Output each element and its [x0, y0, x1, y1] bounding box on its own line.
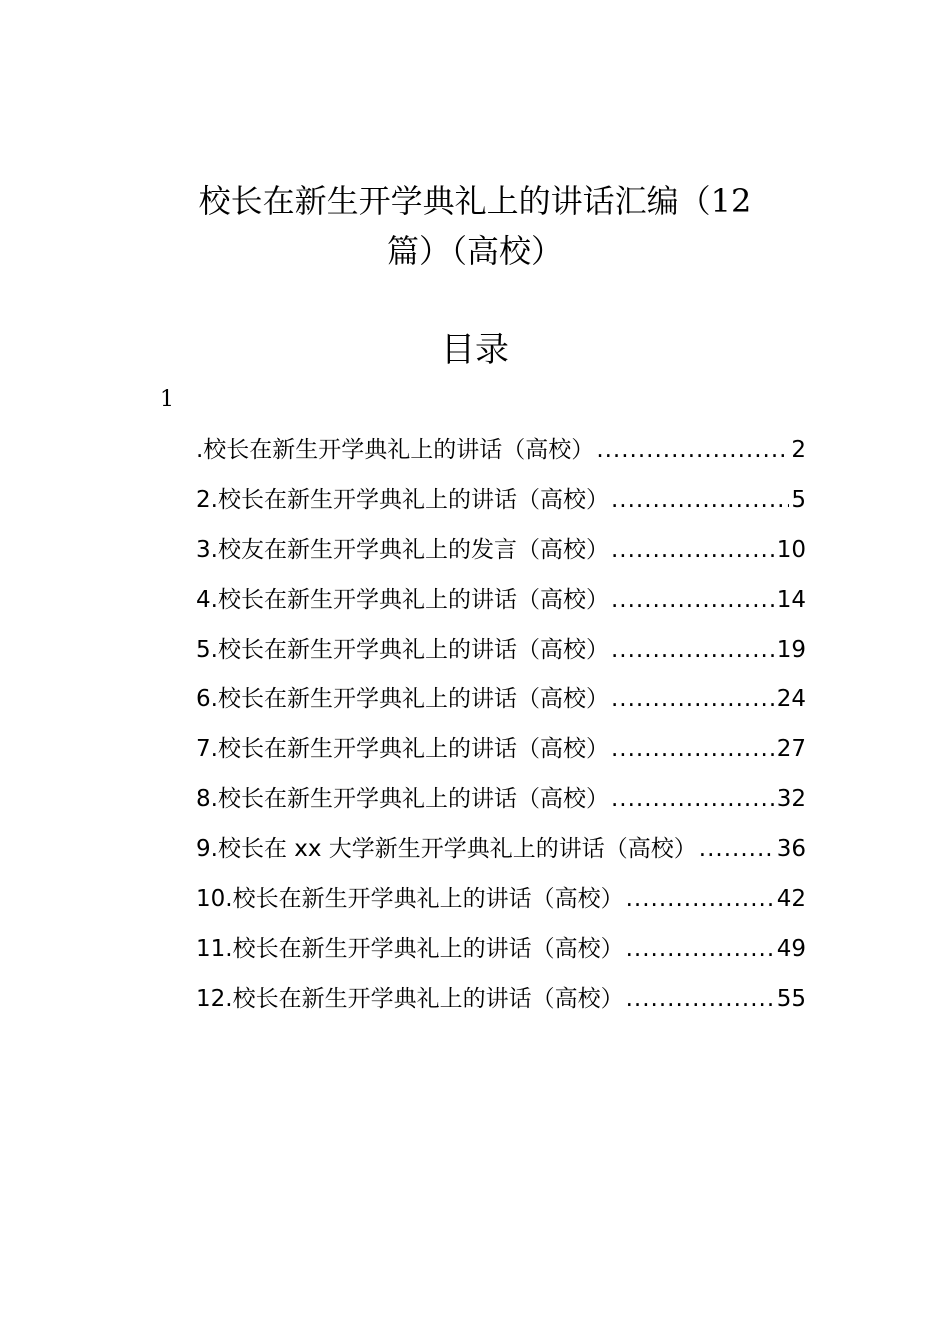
toc-page-number: 19 [776, 636, 806, 663]
toc-entry-text: 9.校长在 xx 大学新生开学典礼上的讲话（高校） [196, 836, 697, 863]
toc-heading: 目录 [441, 330, 509, 370]
toc-entry-3[interactable] [196, 526, 806, 576]
toc-entry-2[interactable] [196, 476, 806, 526]
toc-page-number: 5 [791, 486, 806, 513]
toc-leader-dots [626, 925, 775, 975]
toc-leader-dots [626, 875, 775, 925]
toc-page-number: 2 [791, 437, 806, 463]
toc-entry-text: 7.校长在新生开学典礼上的讲话（高校） [196, 736, 609, 763]
toc-entry-6[interactable] [196, 675, 806, 725]
toc-leader-dots [611, 775, 775, 825]
toc-leader-dots [596, 426, 789, 476]
toc-leader-dots [626, 975, 775, 1025]
stray-mark: 1 [160, 387, 174, 412]
toc-page-number: 55 [776, 985, 806, 1012]
toc-page-number: 32 [776, 786, 806, 813]
toc-entry-11[interactable] [196, 925, 806, 975]
toc-leader-dots [611, 675, 775, 725]
toc-entry-text: 12.校长在新生开学典礼上的讲话（高校） [196, 985, 624, 1012]
toc-list [196, 426, 806, 1025]
toc-entry-1[interactable] [196, 426, 806, 476]
toc-page-number: 49 [776, 935, 806, 962]
title-main: 校长在新生开学典礼上的讲话汇编（ [198, 182, 711, 220]
toc-entry-text: 8.校长在新生开学典礼上的讲话（高校） [196, 786, 609, 813]
toc-entry-text: 3.校友在新生开学典礼上的发言（高校） [196, 536, 609, 563]
toc-entry-text: 4.校长在新生开学典礼上的讲话（高校） [196, 586, 609, 613]
toc-entry-text: .校长在新生开学典礼上的讲话（高校） [196, 437, 595, 463]
toc-entry-5[interactable] [196, 626, 806, 676]
toc-leader-dots [611, 526, 775, 576]
toc-page-number: 36 [776, 836, 806, 863]
toc-entry-text: 5.校长在新生开学典礼上的讲话（高校） [196, 636, 609, 663]
toc-leader-dots [611, 626, 775, 676]
title-tail: 篇）（高校） [386, 232, 563, 270]
toc-entry-text: 6.校长在新生开学典礼上的讲话（高校） [196, 686, 609, 713]
toc-entry-text: 2.校长在新生开学典礼上的讲话（高校） [196, 486, 609, 513]
toc-entry-text: 11.校长在新生开学典礼上的讲话（高校） [196, 935, 624, 962]
document-title [150, 176, 800, 276]
toc-entry-10[interactable] [196, 875, 806, 925]
toc-leader-dots [611, 576, 775, 626]
toc-entry-text: 10.校长在新生开学典礼上的讲话（高校） [196, 886, 624, 913]
toc-leader-dots [611, 725, 775, 775]
toc-page-number: 42 [776, 886, 806, 913]
toc-entry-7[interactable] [196, 725, 806, 775]
toc-page-number: 27 [776, 736, 806, 763]
toc-entry-8[interactable] [196, 775, 806, 825]
toc-leader-dots [611, 476, 789, 526]
title-number: 12 [710, 182, 752, 220]
toc-entry-9[interactable] [196, 825, 806, 875]
toc-page-number: 10 [776, 536, 806, 563]
toc-leader-dots [699, 825, 775, 875]
toc-page-number: 24 [776, 686, 806, 713]
toc-page-number: 14 [776, 586, 806, 613]
toc-entry-4[interactable] [196, 576, 806, 626]
toc-entry-12[interactable] [196, 975, 806, 1025]
